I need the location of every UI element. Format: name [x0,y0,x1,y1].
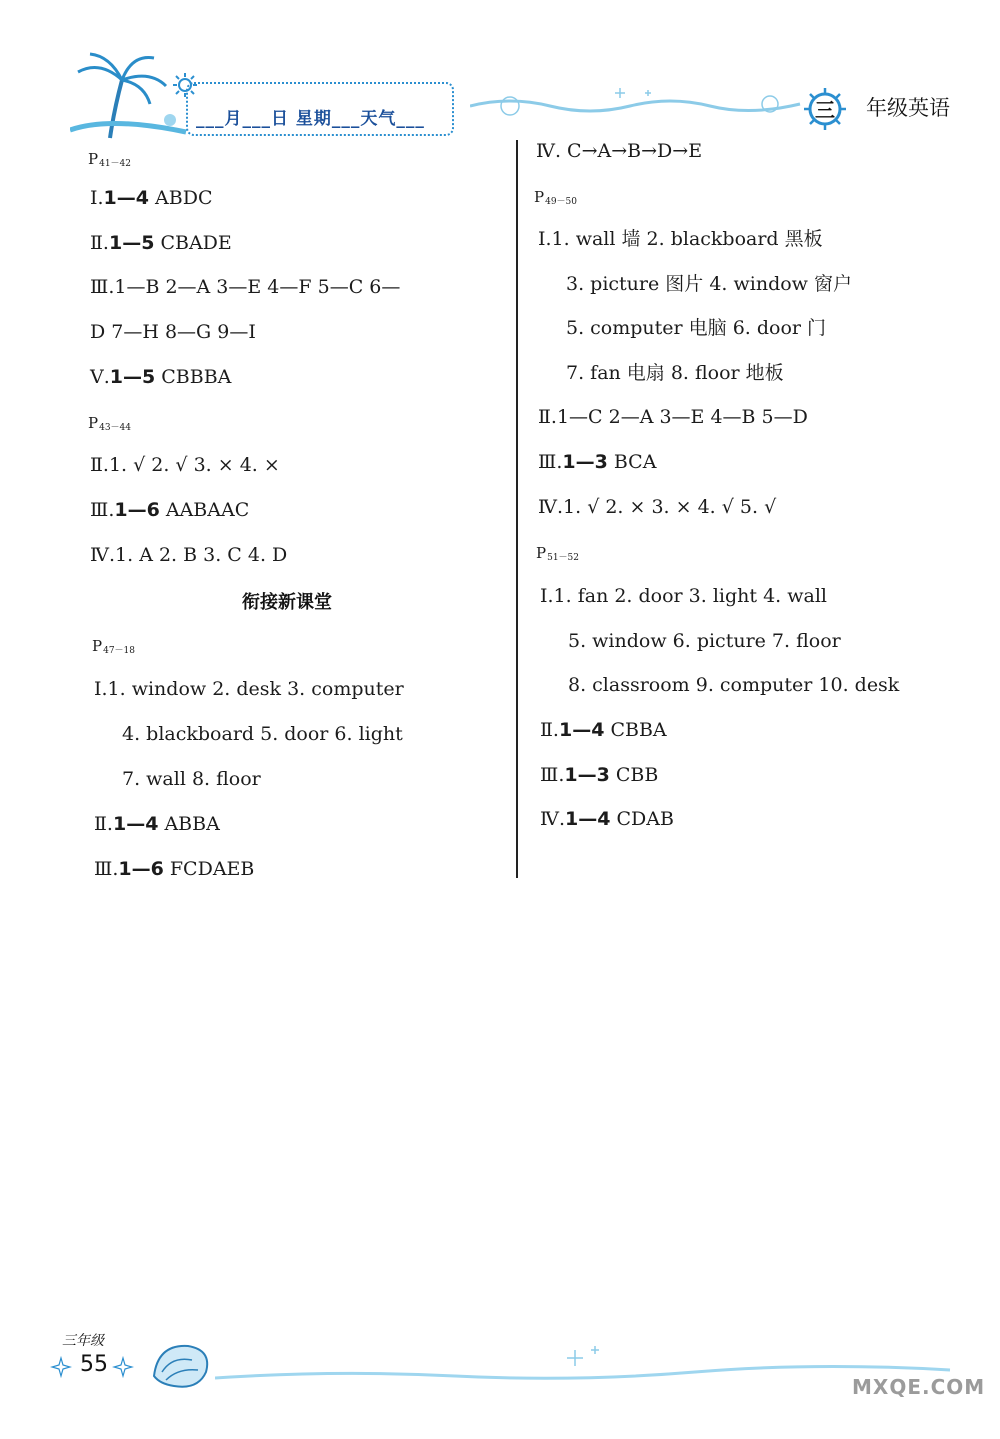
footer-grade: 三年级 [62,1333,104,1349]
answer-line: 7. wall 8. floor [122,768,261,790]
answer-line: 8. classroom 9. computer 10. desk [568,674,900,696]
shell-illustration [148,1336,218,1396]
answer-line: 5. computer 电脑 6. door 门 [566,317,827,339]
answer-line: Ⅲ.1—3 CBB [540,764,659,786]
watermark: MXQE.COM [852,1375,986,1399]
answer-line: Ⅱ.1—4 ABBA [94,813,220,835]
column-divider [516,140,518,878]
answer-line: Ⅱ.1—C 2—A 3—E 4—B 5—D [538,406,808,428]
page-ref: $P_{49-50}$ [534,188,577,207]
section-title: 衔接新课堂 [242,592,332,613]
answer-line: Ⅳ.1—4 CDAB [540,808,674,830]
answer-line: Ⅲ.1—3 BCA [538,451,657,473]
answer-line: Ⅲ.1—6 AABAAC [90,499,250,521]
answer-line: Ⅳ.1. A 2. B 3. C 4. D [90,544,288,566]
grade-badge-label: 三 [815,98,835,122]
header-wave-line [470,88,810,118]
answer-line: Ⅰ.1—4 ABDC [90,187,213,209]
answer-line: Ⅲ.1—B 2—A 3—E 4—F 5—C 6— [90,276,401,298]
answer-line: Ⅰ.1. fan 2. door 3. light 4. wall [540,585,827,607]
answer-line: 5. window 6. picture 7. floor [568,630,841,652]
answer-line: Ⅳ. C→A→B→D→E [536,140,703,162]
answer-line: 7. fan 电扇 8. floor 地板 [566,362,784,384]
answer-line: Ⅰ.1. wall 墙 2. blackboard 黑板 [538,228,823,250]
page-number: 55 [80,1352,108,1377]
footer-wave-line [215,1340,955,1390]
answer-line: D 7—H 8—G 9—I [90,321,256,343]
answer-line: Ⅴ.1—5 CBBBA [90,366,232,388]
answer-line: Ⅰ.1. window 2. desk 3. computer [94,678,404,700]
page-ref: $P_{47-18}$ [92,637,135,656]
page-ref: $P_{41-42}$ [88,150,131,169]
answer-line: Ⅱ.1—4 CBBA [540,719,667,741]
answer-line: Ⅱ.1. √ 2. √ 3. × 4. × [90,454,280,476]
star-sparkle-icon [50,1356,72,1378]
page-ref: $P_{51-52}$ [536,544,579,563]
answer-line: Ⅲ.1—6 FCDAEB [94,858,255,880]
answer-line: 4. blackboard 5. door 6. light [122,723,403,745]
date-line: ___月___日 星期___天气___ [196,109,425,129]
star-sparkle-icon [112,1356,134,1378]
answer-line: 3. picture 图片 4. window 窗户 [566,273,852,295]
page-ref: $P_{43-44}$ [88,414,131,433]
answer-line: Ⅳ.1. √ 2. × 3. × 4. √ 5. √ [538,496,777,518]
answer-line: Ⅱ.1—5 CBADE [90,232,232,254]
grade-title: 年级英语 [866,96,950,120]
